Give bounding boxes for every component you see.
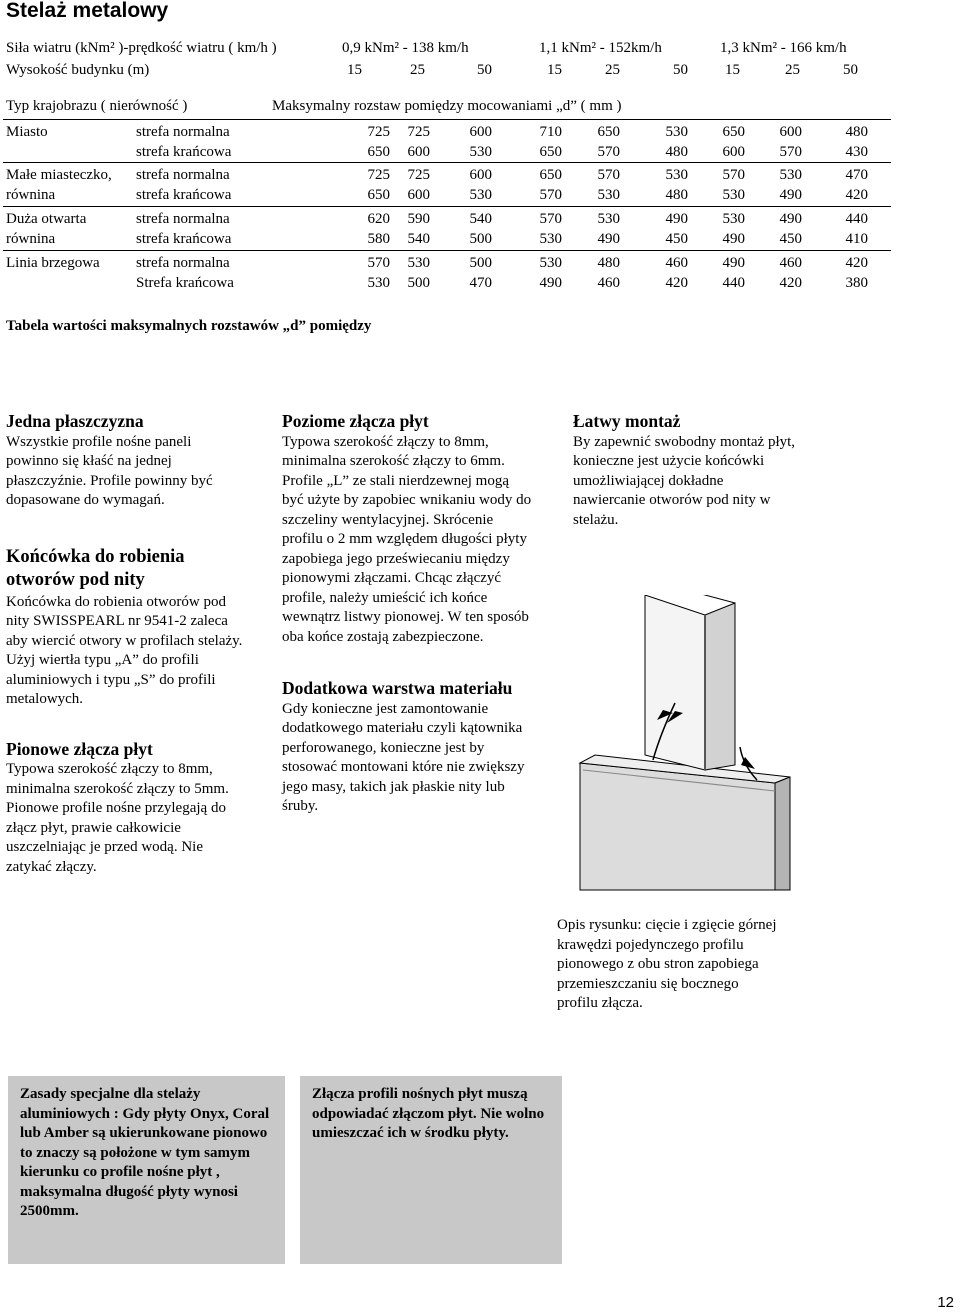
table-cell: 410 bbox=[845, 231, 868, 247]
table-cell: 500 bbox=[469, 231, 492, 247]
table-cell: 710 bbox=[539, 124, 562, 140]
table-cell: 530 bbox=[469, 187, 492, 203]
section-body: Typowa szerokość złączy to 8mm, minimalna szerokość złączy to 5mm. Pionowe profile nośne przylegają do złącz płyt, prawie całkowicie uszczelniając je przed wodą. Nie zatykać złączy. bbox=[6, 761, 229, 875]
zone-label: strefa normalna bbox=[136, 124, 230, 140]
table-cell: 570 bbox=[367, 255, 390, 271]
table-cell: 430 bbox=[845, 144, 868, 160]
height-value: 15 bbox=[725, 62, 740, 78]
table-caption: Tabela wartości maksymalnych rozstawów „d” pomiędzy bbox=[6, 318, 372, 334]
table-cell: 530 bbox=[469, 144, 492, 160]
table-cell: 600 bbox=[407, 187, 430, 203]
table-cell: 650 bbox=[722, 124, 745, 140]
table-cell: 725 bbox=[407, 124, 430, 140]
table-cell: 570 bbox=[722, 167, 745, 183]
figure-caption: Opis rysunku: cięcie i zgięcie górnej krawędzi pojedynczego profilu pionowego z obu stron zapobiega przemieszczaniu się bocznego profilu złącza. bbox=[557, 917, 777, 1011]
wind-group-2: 1,1 kNm² - 152km/h bbox=[539, 40, 662, 56]
table-cell: 470 bbox=[845, 167, 868, 183]
section-heading: Końcówka do robienia otworów pod nity bbox=[6, 546, 185, 590]
note-aluminium: Zasady specjalne dla stelaży aluminiowych : Gdy płyty Onyx, Coral lub Amber są ukierunkowane pionowo to znaczy są położone w tym samym kierunku co profile nośne płyt , maksymalna długość płyty wynosi 2500mm. bbox=[8, 1076, 285, 1264]
table-cell: 725 bbox=[407, 167, 430, 183]
table-cell: 420 bbox=[665, 275, 688, 291]
table-cell: 440 bbox=[845, 211, 868, 227]
table-cell: 530 bbox=[665, 124, 688, 140]
wind-label: Siła wiatru (kNm² )-prędkość wiatru ( km/h ) bbox=[6, 40, 277, 56]
page-number: 12 bbox=[937, 1294, 954, 1311]
table-cell: 500 bbox=[469, 255, 492, 271]
terrain-type: Linia brzegowa bbox=[6, 255, 100, 271]
height-value: 50 bbox=[843, 62, 858, 78]
table-cell: 530 bbox=[539, 231, 562, 247]
table-cell: 530 bbox=[597, 187, 620, 203]
table-cell: 725 bbox=[367, 124, 390, 140]
terrain-type: równina bbox=[6, 231, 56, 247]
table-cell: 620 bbox=[367, 211, 390, 227]
table-cell: 450 bbox=[665, 231, 688, 247]
section-heading: Poziome złącza płyt bbox=[282, 411, 429, 431]
height-value: 25 bbox=[785, 62, 800, 78]
column-middle bbox=[282, 410, 534, 842]
section-body: Typowa szerokość złączy to 8mm, minimalna szerokość złączy to 6mm. Profile „L” ze stali nierdzewnej mogą być użyte by zapobiec wnikaniu wody do szczeliny wentylacyjnej. Skrócenie profilu o 2 mm względem długości płyty zapobiega jego przeświecaniu między pionowymi złączami. Chcąc złączyć profile, należy umieścić ich końce wewnątrz listwy pionowej. W ten sposób oba końce zostają zabezpieczone. bbox=[282, 433, 532, 645]
height-value: 25 bbox=[605, 62, 620, 78]
table-cell: 490 bbox=[597, 231, 620, 247]
height-value: 15 bbox=[347, 62, 362, 78]
profile-illustration bbox=[565, 595, 815, 895]
column-left bbox=[6, 410, 246, 902]
wind-group-3: 1,3 kNm² - 166 km/h bbox=[720, 40, 847, 56]
table-cell: 380 bbox=[845, 275, 868, 291]
table-cell: 490 bbox=[665, 211, 688, 227]
table-cell: 490 bbox=[722, 255, 745, 271]
section-heading: Pionowe złącza płyt bbox=[6, 738, 153, 759]
zone-label: strefa normalna bbox=[136, 167, 230, 183]
wind-group-1: 0,9 kNm² - 138 km/h bbox=[342, 40, 469, 56]
table-cell: 490 bbox=[722, 231, 745, 247]
table-cell: 530 bbox=[722, 211, 745, 227]
table-cell: 650 bbox=[597, 124, 620, 140]
table-cell: 650 bbox=[367, 144, 390, 160]
section-heading: Jedna płaszczyzna bbox=[6, 411, 144, 431]
terrain-type: Miasto bbox=[6, 124, 48, 140]
zone-label: strefa normalna bbox=[136, 211, 230, 227]
table-cell: 490 bbox=[539, 275, 562, 291]
section-body: Wszystkie profile nośne paneli powinno się kłaść na jednej płaszczyźnie. Profile powinny być dopasowane do wymagań. bbox=[6, 433, 213, 508]
note-joints: Złącza profili nośnych płyt muszą odpowiadać złączom płyt. Nie wolno umieszczać ich w środku płyty. bbox=[300, 1076, 562, 1264]
table-cell: 540 bbox=[407, 231, 430, 247]
table-cell: 590 bbox=[407, 211, 430, 227]
table-cell: 490 bbox=[779, 211, 802, 227]
divider bbox=[3, 250, 891, 251]
table-cell: 460 bbox=[597, 275, 620, 291]
divider bbox=[3, 162, 891, 163]
table-cell: 490 bbox=[779, 187, 802, 203]
table-cell: 530 bbox=[665, 167, 688, 183]
divider bbox=[3, 119, 891, 120]
zone-label: Strefa krańcowa bbox=[136, 275, 234, 291]
section-heading: Łatwy montaż bbox=[573, 411, 681, 431]
terrain-type: równina bbox=[6, 187, 56, 203]
divider bbox=[3, 206, 891, 207]
section-heading: Dodatkowa warstwa materiału bbox=[282, 678, 513, 698]
section-body: Gdy konieczne jest zamontowanie dodatkowego materiału czyli kątownika perforowanego, konieczne jest by stosować montowani które nie zwiększy jego masy, takich jak płaskie nity lub śruby. bbox=[282, 700, 525, 814]
table-cell: 480 bbox=[665, 144, 688, 160]
table-cell: 580 bbox=[367, 231, 390, 247]
table-cell: 570 bbox=[779, 144, 802, 160]
table-cell: 570 bbox=[539, 211, 562, 227]
terrain-type: Duża otwarta bbox=[6, 211, 87, 227]
table-cell: 440 bbox=[722, 275, 745, 291]
table-cell: 600 bbox=[722, 144, 745, 160]
table-cell: 460 bbox=[779, 255, 802, 271]
table-cell: 600 bbox=[469, 124, 492, 140]
table-cell: 420 bbox=[845, 187, 868, 203]
height-value: 50 bbox=[673, 62, 688, 78]
table-cell: 530 bbox=[367, 275, 390, 291]
section-body: Końcówka do robienia otworów pod nity SWISSPEARL nr 9541-2 zaleca aby wiercić otwory w profilach stelaży. Użyj wiertła typu „A” do profili aluminiowych i typu „S” do profili metalowych. bbox=[6, 593, 243, 707]
height-label: Wysokość budynku (m) bbox=[6, 62, 150, 78]
table-cell: 480 bbox=[597, 255, 620, 271]
table-cell: 480 bbox=[845, 124, 868, 140]
zone-label: strefa krańcowa bbox=[136, 231, 232, 247]
table-cell: 650 bbox=[539, 144, 562, 160]
table-cell: 420 bbox=[779, 275, 802, 291]
table-cell: 470 bbox=[469, 275, 492, 291]
table-cell: 600 bbox=[469, 167, 492, 183]
section-body: By zapewnić swobodny montaż płyt, konieczne jest użycie końcówki umożliwiającej dokładne nawiercanie otworów pod nity w stelażu. bbox=[573, 433, 796, 528]
zone-label: strefa normalna bbox=[136, 255, 230, 271]
table-cell: 530 bbox=[539, 255, 562, 271]
table-cell: 600 bbox=[407, 144, 430, 160]
table-cell: 460 bbox=[665, 255, 688, 271]
table-cell: 570 bbox=[597, 144, 620, 160]
terrain-type: Małe miasteczko, bbox=[6, 167, 112, 183]
table-cell: 500 bbox=[407, 275, 430, 291]
table-cell: 725 bbox=[367, 167, 390, 183]
table-cell: 530 bbox=[597, 211, 620, 227]
page-title: Stelaż metalowy bbox=[6, 0, 169, 22]
table-cell: 450 bbox=[779, 231, 802, 247]
table-cell: 570 bbox=[539, 187, 562, 203]
height-value: 15 bbox=[547, 62, 562, 78]
table-cell: 530 bbox=[779, 167, 802, 183]
table-cell: 530 bbox=[407, 255, 430, 271]
table-cell: 570 bbox=[597, 167, 620, 183]
zone-label: strefa krańcowa bbox=[136, 187, 232, 203]
height-value: 25 bbox=[410, 62, 425, 78]
table-cell: 650 bbox=[367, 187, 390, 203]
height-value: 50 bbox=[477, 62, 492, 78]
column-right bbox=[573, 410, 798, 555]
terrain-header: Typ krajobrazu ( nierówność ) bbox=[6, 98, 188, 114]
table-cell: 600 bbox=[779, 124, 802, 140]
table-cell: 530 bbox=[722, 187, 745, 203]
max-spacing-header: Maksymalny rozstaw pomiędzy mocowaniami „d” ( mm ) bbox=[272, 98, 622, 114]
table-cell: 540 bbox=[469, 211, 492, 227]
table-cell: 480 bbox=[665, 187, 688, 203]
table-cell: 420 bbox=[845, 255, 868, 271]
table-cell: 650 bbox=[539, 167, 562, 183]
zone-label: strefa krańcowa bbox=[136, 144, 232, 160]
